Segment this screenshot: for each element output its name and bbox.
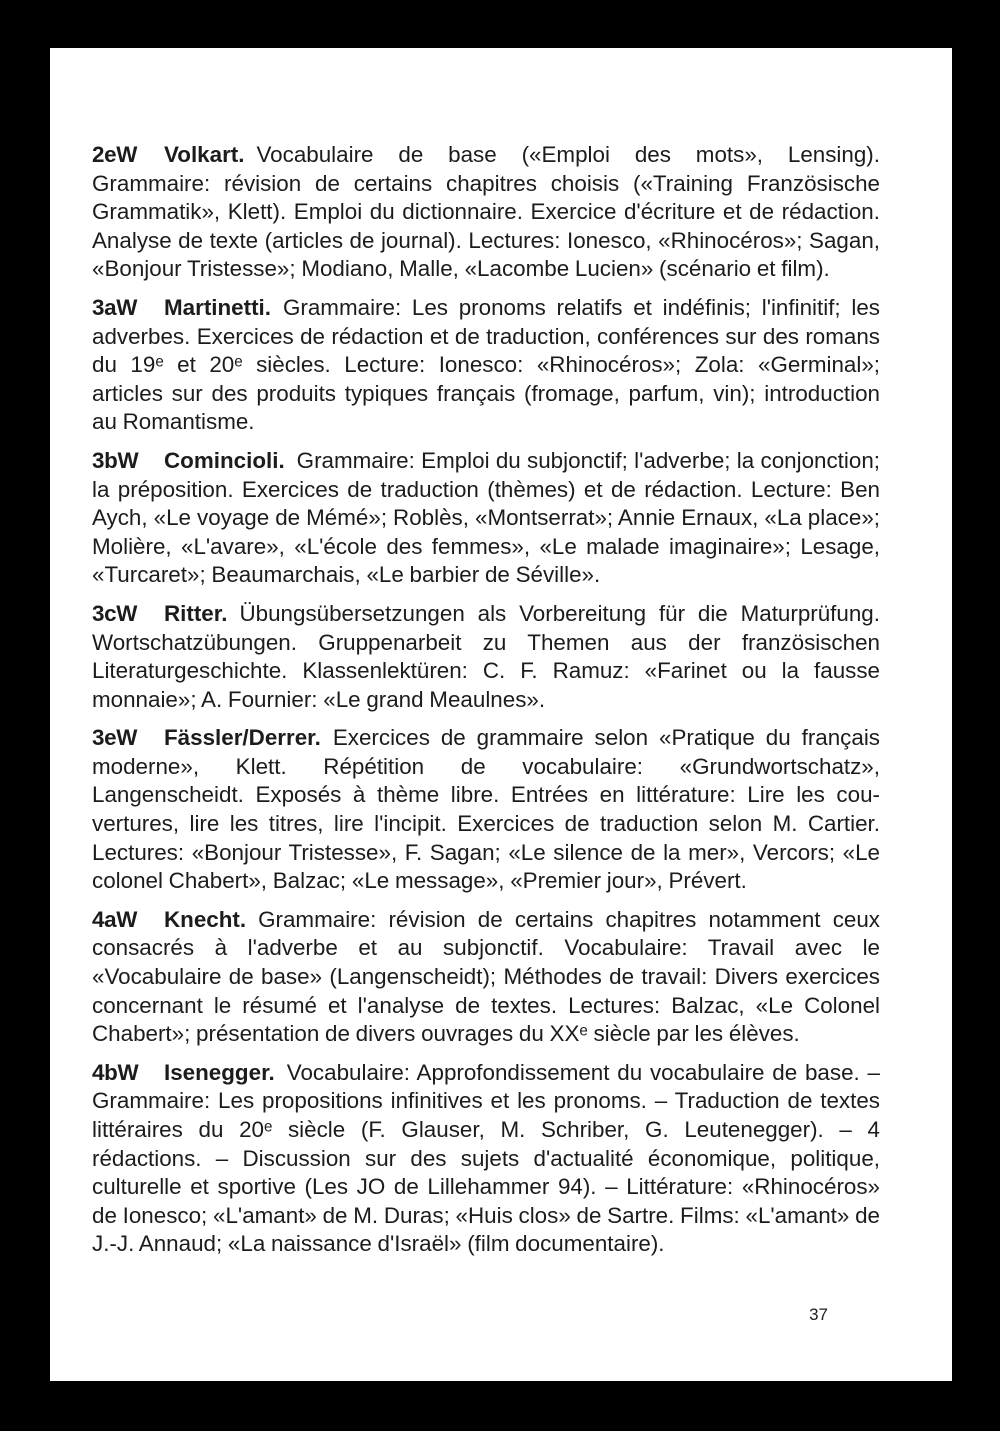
teacher-name: Comincioli. bbox=[164, 447, 285, 473]
entry-3aw bbox=[92, 294, 880, 437]
class-label: 2eW bbox=[92, 142, 138, 167]
entry-3ew bbox=[92, 724, 880, 896]
teacher-name: Knecht. bbox=[164, 906, 247, 932]
entry-4aw bbox=[92, 906, 880, 1049]
entry-text: Grammaire: Emploi du subjonctif; l'adverbe; la conjonction; la préposition. Exercices de traduction (thèmes) et de rédaction. Lecture: Ben Aych, «Le voyage de Mémé»; Roblès, «Montserrat»; Annie Ernaux, «La place»; Molière, «L'avare», «L'école des femmes», «Le malade imaginaire»; Lesage, «Turcaret»; Beaumarchais, «Le barbier de Séville». bbox=[92, 447, 880, 588]
page-content bbox=[92, 141, 880, 1269]
class-label: 3eW bbox=[92, 725, 138, 751]
class-label: 3cW bbox=[92, 600, 138, 626]
teacher-name: Fässler/Derrer. bbox=[164, 725, 321, 751]
entry-4bw bbox=[92, 1059, 880, 1259]
entry-3bw bbox=[92, 447, 880, 590]
document-page bbox=[50, 48, 952, 1381]
entry-text: Grammaire: Les pronoms relatifs et indéfinis; l'infinitif; les adverbes. Exercices de rédaction et de traduction, conférences sur des romans du 19ᵉ et 20ᵉ siècles. Lecture: Ionesco: «Rhinocéros»; Zola: «Germinal»; articles sur des produits typiques français (fromage, parfum, vin); introduction au Romantisme. bbox=[92, 294, 880, 435]
teacher-name: Volkart. bbox=[164, 142, 245, 167]
entry-text: Vocabulaire de base («Emploi des mots», Lensing). Grammaire: révision de certains chapitres choisis («Training Französische Grammatik», Klett). Emploi du dictionnaire. Exercice d'écriture et de rédaction. Analyse de texte (articles de journal). Lectures: Ionesco, «Rhinocéros»; Sagan, «Bonjour Tristesse»; Modiano, Malle, «Lacombe Lucien» (scénario et film). bbox=[92, 142, 880, 282]
teacher-name: Martinetti. bbox=[164, 294, 271, 320]
page-number: 37 bbox=[809, 1305, 828, 1324]
entry-2ew bbox=[92, 141, 880, 284]
class-label: 4aW bbox=[92, 906, 138, 932]
entry-3cw bbox=[92, 600, 880, 714]
class-label: 4bW bbox=[92, 1059, 139, 1085]
class-label: 3aW bbox=[92, 294, 138, 320]
entry-text: Grammaire: révision de certains chapitres notamment ceux consacrés à l'adverbe et au subjonctif. Vocabulaire: Travail avec le «Vocabulaire de base» (Langenscheidt); Méthodes de travail: Divers exercices concernant le résumé et l'analyse de textes. Lectures: Balzac, «Le Colonel Chabert»; présentation de divers ouvrages du XXᵉ siècle par les élèves. bbox=[92, 906, 880, 1047]
entry-text: Exercices de grammaire selon «Pratique du français moderne», Klett. Répétition de vocabulaire: «Grundwortschatz», Langenscheidt. Exposés à thème libre. Entrées en littérature: Lire les couvertures, lire les titres, lire l'incipit. Exercices de traduction selon M. Cartier. Lectures: «Bonjour Tristesse», F. Sagan; «Le silence de la mer», Vercors; «Le colonel Chabert», Balzac; «Le message», «Premier jour», Prévert. bbox=[92, 725, 880, 894]
teacher-name: Isenegger. bbox=[164, 1059, 275, 1085]
entry-text: Vocabulaire: Approfondissement du vocabulaire de base. – Grammaire: Les propositions infinitives et les pronoms. – Traduction de textes littéraires du 20ᵉ siècle (F. Glauser, M. Schriber, G. Leutenegger). – 4 rédactions. – Discussion sur des sujets d'actualité économique, politique, culturelle et sportive (Les JO de Lillehammer 94). – Littérature: «Rhinocéros» de Ionesco; «L'amant» de M. Duras; «Huis clos» de Sartre. Films: «L'amant» de J.-J. Annaud; «La naissance d'Israël» (film documentaire). bbox=[92, 1059, 880, 1257]
entry-text: Übungsübersetzungen als Vorbereitung für die Maturprüfung. Wortschatzübungen. Gruppenarbeit zu Themen aus der französischen Literaturgeschichte. Klassenlektüren: C. F. Ramuz: «Farinet ou la fausse monnaie»; A. Fournier: «Le grand Meaulnes». bbox=[92, 600, 880, 712]
teacher-name: Ritter. bbox=[164, 600, 228, 626]
class-label: 3bW bbox=[92, 447, 139, 473]
